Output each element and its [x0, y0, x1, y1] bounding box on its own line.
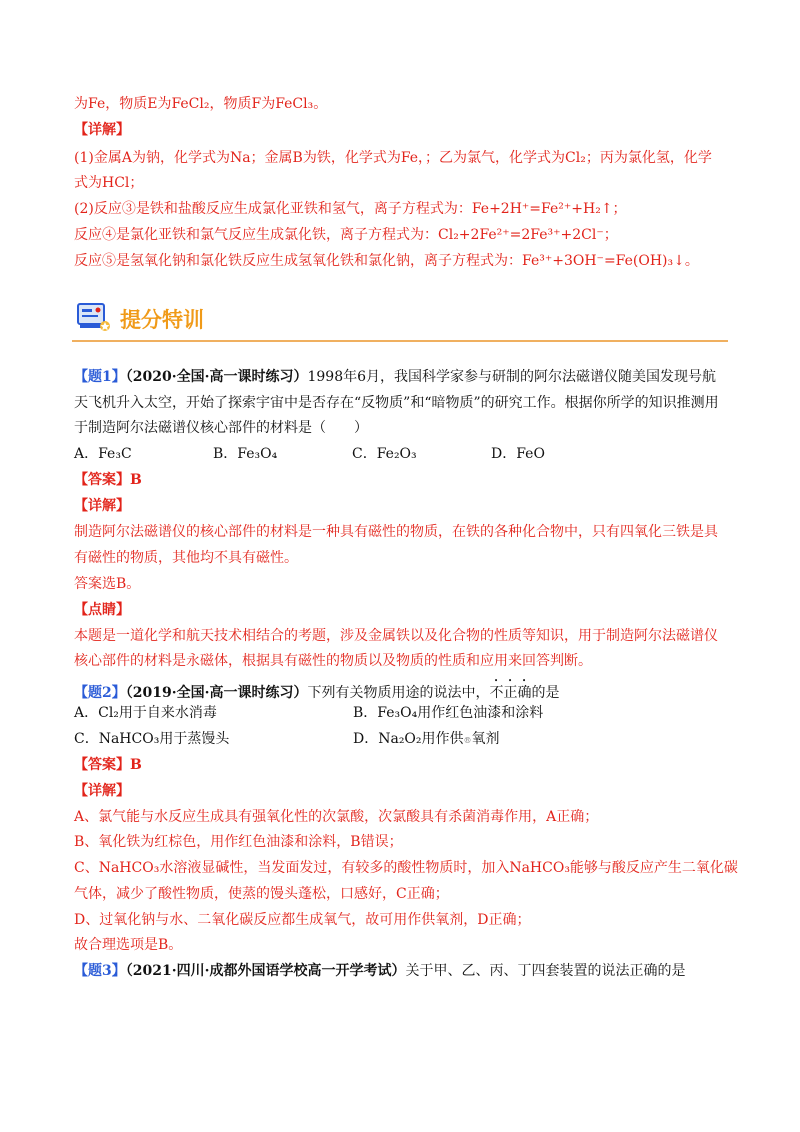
question-text: 于制造阿尔法磁谱仪核心部件的材料是（ ）: [74, 420, 368, 436]
point-line: 核心部件的材料是永磁体，根据具有磁性的物质以及物质的性质和应用来回答判断。: [74, 653, 592, 669]
option-b: B．Fe₃O₄: [213, 446, 278, 462]
option-d: [353, 729, 500, 751]
detail-line: (1)金属A为钠，化学式为Na；金属B为铁，化学式为Fe，；乙为氯气，化学式为Cl₂；丙为氯化氢，化学: [74, 150, 712, 166]
emphasized-text: 不正确: [489, 685, 532, 701]
option-text: D．Na₂O₂用作供: [353, 731, 464, 747]
detail-line: 反应④是氯化亚铁和氯气反应生成氯化铁，离子方程式为：Cl₂+2Fe²⁺=2Fe³⁺+2Cl⁻；: [74, 227, 618, 243]
question-tag: 【题1】: [74, 369, 126, 385]
detail-line: 制造阿尔法磁谱仪的核心部件的材料是一种具有磁性的物质，在铁的各种化合物中，只有四氧化三铁是具: [74, 524, 718, 540]
question-source: （2019·全国·高一课时练习）: [125, 685, 308, 701]
question-3-stem: [74, 961, 685, 981]
detail-line: C、NaHCO₃水溶液显碱性，当发面发过，有较多的酸性物质时，加入NaHCO₃能够与酸反应产生二氧化碳: [74, 860, 738, 876]
question-text: 下列有关物质用途的说法中，: [307, 685, 490, 701]
whiteboard-icon: [76, 300, 112, 334]
option-text: 氧剂: [471, 731, 500, 747]
detail-line: 有磁性的物质，其他均不具有磁性。: [74, 550, 298, 566]
question-source: （2020·全国·高一课时练习）: [125, 369, 308, 385]
section-header: [72, 296, 728, 342]
detail-line: 反应⑤是氢氧化钠和氯化铁反应生成氢氧化铁和氯化钠，离子方程式为：Fe³⁺+3OH⁻=Fe(OH)₃↓。: [74, 253, 699, 269]
answer-line: 【答案】B: [74, 757, 142, 773]
detail-line: 气体，减少了酸性物质，使蒸的馒头蓬松，口感好，C正确；: [74, 886, 449, 902]
detail-line: B、氧化铁为红棕色，用作红色油漆和涂料，B错误；: [74, 834, 403, 850]
detail-tag: 【详解】: [74, 783, 130, 799]
point-line: 本题是一道化学和航天技术相结合的考题，涉及金属铁以及化合物的性质等知识，用于制造阿尔法磁谱仪: [74, 628, 718, 644]
detail-tag: 【详解】: [74, 122, 130, 138]
question-1-stem: [74, 367, 716, 387]
option-d: D．FeO: [491, 446, 545, 462]
detail-line: (2)反应③是铁和盐酸反应生成氯化亚铁和氢气，离子方程式为：Fe+2H⁺=Fe²⁺+H₂↑；: [74, 201, 627, 217]
detail-line: 式为HCl；: [74, 175, 144, 191]
question-tag: 【题2】: [74, 685, 126, 701]
answer-line: 【答案】B: [74, 472, 142, 488]
detail-line: D、过氧化钠与水、二氧化碳反应都生成氧气，故可用作供氧剂，D正确；: [74, 912, 531, 928]
detail-line: A、氯气能与水反应生成具有强氧化性的次氯酸，次氯酸具有杀菌消毒作用，A正确；: [74, 809, 599, 825]
option-b: B．Fe₃O₄用作红色油漆和涂料: [353, 705, 544, 721]
question-text: 关于甲、乙、丙、丁四套装置的说法正确的是: [405, 963, 686, 979]
option-c: C．Fe₂O₃: [352, 446, 417, 462]
option-c: C．NaHCO₃用于蒸馒头: [74, 731, 230, 747]
detail-tag: 【详解】: [74, 498, 130, 514]
question-2-stem: [74, 677, 559, 703]
watermark-mark: ®: [463, 736, 472, 745]
section-title: 提分特训: [120, 308, 204, 332]
question-source: （2021·四川·成都外国语学校高一开学考试）: [125, 963, 406, 979]
question-tag: 【题3】: [74, 963, 126, 979]
question-text: 1998年6月，我国科学家参与研制的阿尔法磁谱仪随美国发现号航: [307, 369, 717, 385]
detail-line: 故合理选项是B。: [74, 937, 183, 953]
question-text: 天飞机升入太空，开始了探索宇宙中是否存在“反物质”和“暗物质”的研究工作。根据你所学的知识推测用: [74, 395, 719, 411]
prev-answer-line: 为Fe，物质E为FeCl₂，物质F为FeCl₃。: [74, 96, 328, 112]
detail-line: 答案选B。: [74, 576, 141, 592]
question-text: 的是: [531, 685, 560, 701]
option-a: A．Cl₂用于自来水消毒: [74, 705, 217, 721]
point-tag: 【点睛】: [74, 602, 130, 618]
option-a: A．Fe₃C: [74, 446, 132, 462]
